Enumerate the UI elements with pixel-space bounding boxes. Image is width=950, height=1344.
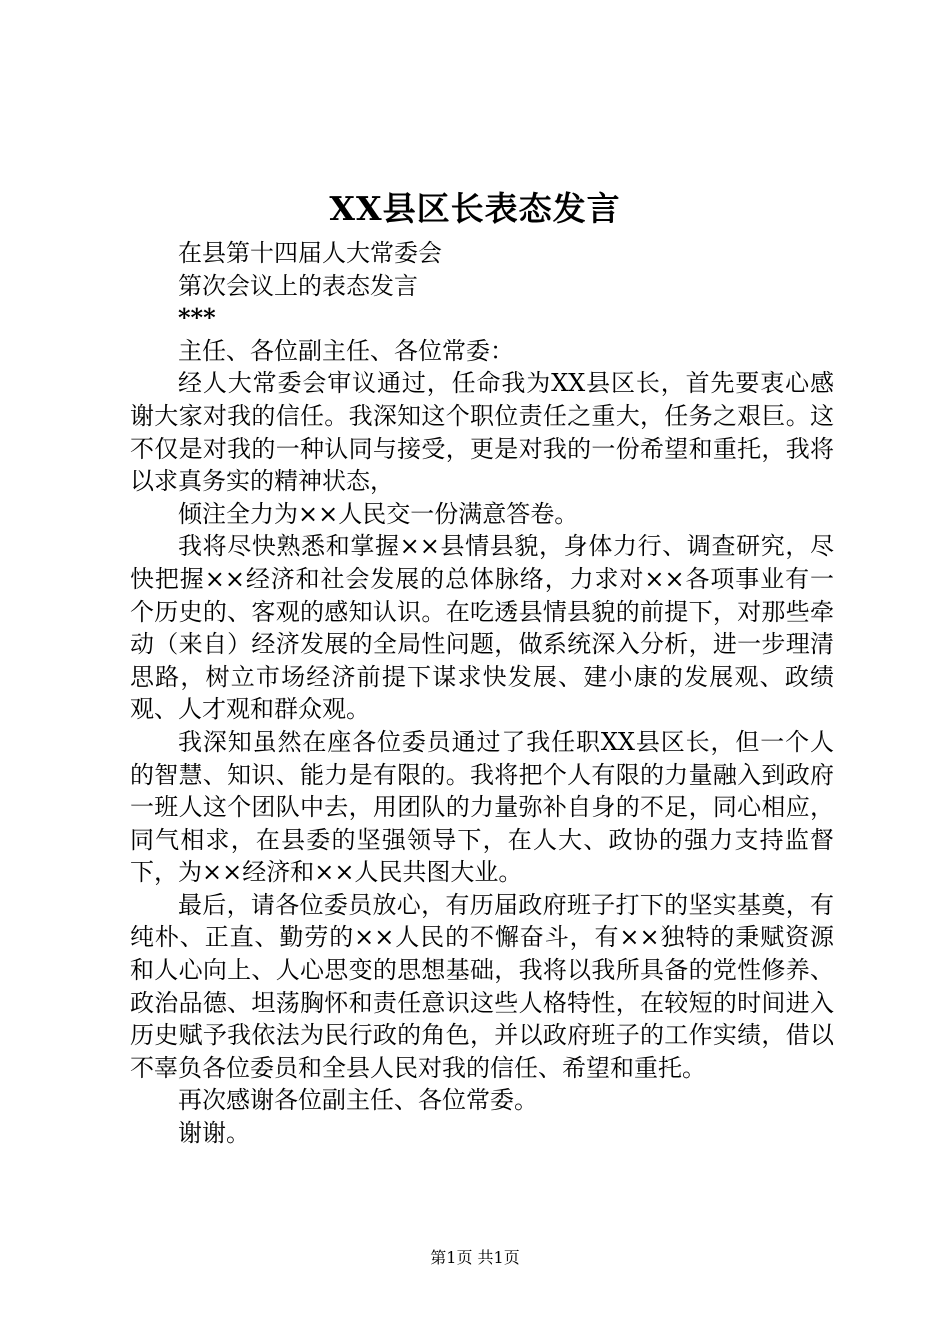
salutation: 主任、各位副主任、各位常委： [178,336,514,365]
document-body [130,237,834,1150]
document-title: XX县区长表态发言 [329,189,621,228]
page-footer: 第1页 共1页 [430,1248,520,1267]
paragraph: 最后，请各位委员放心，有历届政府班子打下的坚实基奠，有纯朴、正直、勤劳的××人民的不懈奋斗，有××独特的秉赋资源和人心向上、人心思变的思想基础，我将以我所具备的党性修养、政治品德、坦荡胸怀和责任意识这些人格特性，在较短的时间进入历史赋予我依法为民行政的角色，并以政府班子的工作实绩，借以不辜负各位委员和全县人民对我的信任、希望和重托。 [130,890,834,1082]
closing-words: 谢谢。 [178,1119,250,1148]
closing-thanks: 再次感谢各位副主任、各位常委。 [178,1086,538,1115]
paragraph: 我深知虽然在座各位委员通过了我任职XX县区长，但一个人的智慧、知识、能力是有限的。我将把个人有限的力量融入到政府一班人这个团队中去，用团队的力量弥补自身的不足，同心相应，同气相求，在县委的坚强领导下，在人大、政协的强力支持监督下，为××经济和××人民共图大业。 [130,727,834,887]
author-placeholder: *** [178,303,216,333]
paragraph: 我将尽快熟悉和掌握××县情县貌，身体力行、调查研究，尽快把握××经济和社会发展的总体脉络，力求对××各项事业有一个历史的、客观的感知认识。在吃透县情县貌的前提下，对那些牵动（来自）经济发展的全局性问题，做系统深入分析，进一步理清思路，树立市场经济前提下谋求快发展、建小康的发展观、政绩观、人才观和群众观。 [130,532,834,724]
subtitle-line-1: 在县第十四届人大常委会 [178,239,442,267]
subtitle-line-2: 第次会议上的表态发言 [178,271,418,300]
paragraph: 倾注全力为××人民交一份满意答卷。 [178,499,579,528]
paragraph: 经人大常委会审议通过，任命我为XX县区长，首先要衷心感谢大家对我的信任。我深知这个职位责任之重大，任务之艰巨。这不仅是对我的一种认同与接受，更是对我的一份希望和重托，我将以求真务实的精神状态， [130,369,834,496]
